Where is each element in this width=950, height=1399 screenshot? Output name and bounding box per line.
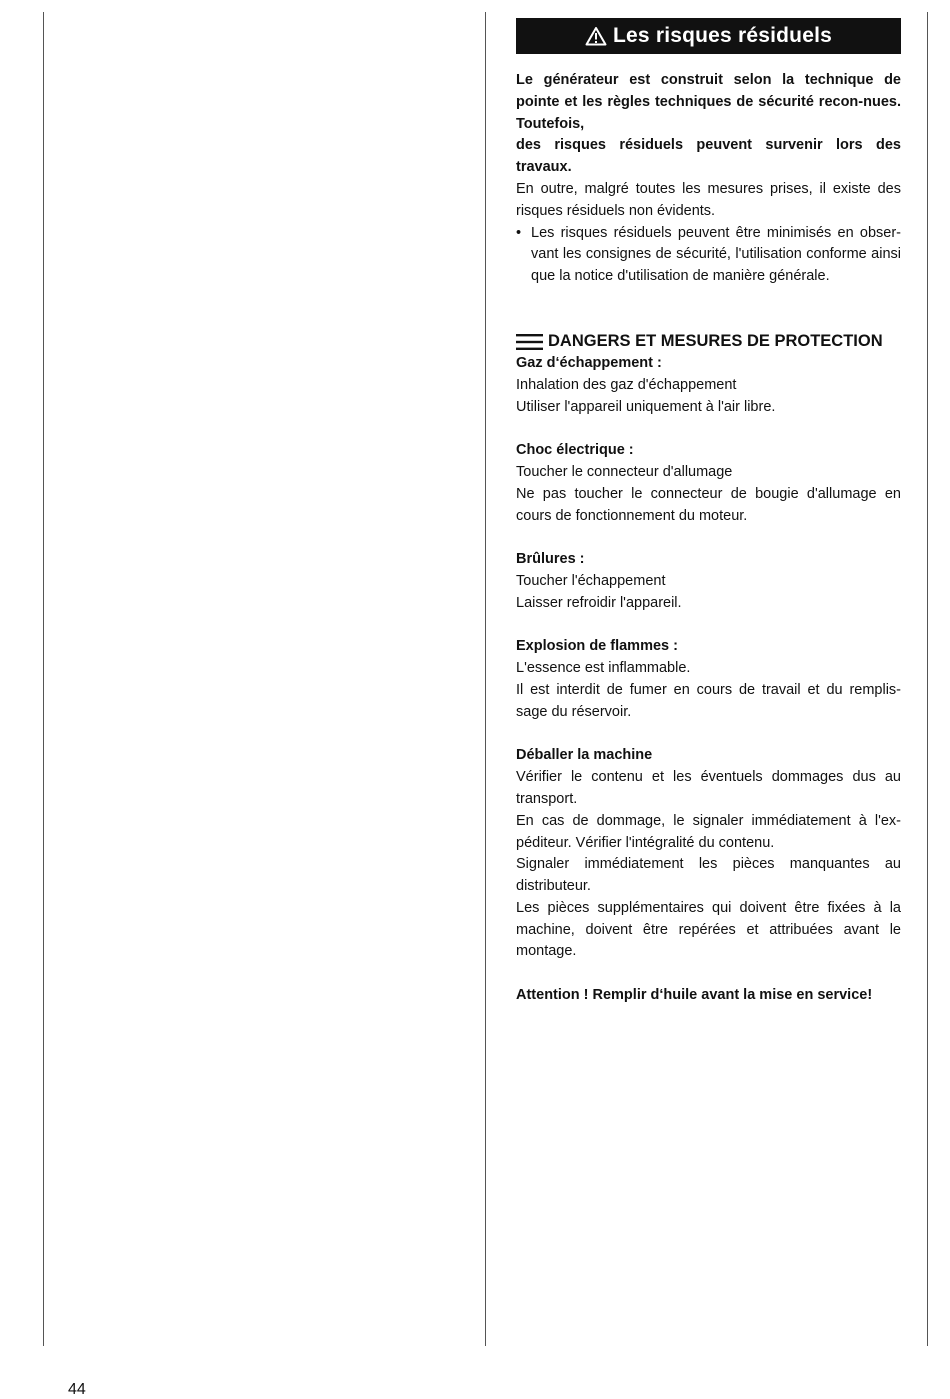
intro-bullet-text: Les risques résiduels peuvent être minimisés en obser-vant les consignes de sécurité, l'utilisation conforme ainsi que la notice d'utilisation de manière générale.: [531, 224, 901, 285]
column-rule-middle: [485, 12, 486, 1346]
page-number: 44: [68, 1381, 86, 1398]
section-line: Utiliser l'appareil uniquement à l'air libre.: [516, 398, 776, 415]
oil-warning: Attention ! Remplir d‘huile avant la mise en service!: [516, 987, 873, 1004]
section-line: Il est interdit de fumer en cours de travail et du remplis-sage du réservoir.: [516, 681, 901, 720]
section-title: Déballer la machine: [516, 747, 653, 764]
section-line: Toucher l'échappement: [516, 572, 666, 589]
section-electric-shock: [516, 440, 901, 527]
residual-risks-banner: [516, 18, 901, 54]
dangers-heading: [516, 331, 901, 353]
intro-block: [516, 70, 901, 288]
section-line: Vérifier le contenu et les éventuels dommages dus au transport.: [516, 769, 901, 807]
spacer: [516, 724, 901, 746]
intro-bullet: [516, 223, 901, 288]
section-line: En cas de dommage, le signaler immédiatement à l'ex-péditeur. Vérifier l'intégralité du contenu.: [516, 812, 901, 851]
section-line: Laisser refroidir l'appareil.: [516, 594, 682, 611]
spacer: [516, 527, 901, 549]
section-line: Les pièces supplémentaires qui doivent être fixées à la machine, doivent être repérées et attribuées avant le montage.: [516, 899, 901, 960]
dangers-heading-text: DANGERS ET MESURES DE PROTECTION: [548, 332, 883, 351]
section-line: L'essence est inflammable.: [516, 660, 691, 677]
section-line: Toucher le connecteur d'allumage: [516, 463, 733, 480]
section-explosion: [516, 636, 901, 723]
intro-bold-1: Le générateur est construit selon la technique de pointe et les règles techniques de sécurité recon-nues. Toutefois,: [516, 72, 901, 132]
intro-bold-2: des risques résiduels peuvent survenir lors des travaux.: [516, 137, 901, 176]
section-burns: [516, 549, 901, 614]
banner-title: Les risques résiduels: [613, 24, 832, 48]
section-line: Inhalation des gaz d'échappement: [516, 376, 737, 393]
spacer: [516, 963, 901, 985]
menu-lines-icon: [516, 333, 543, 351]
intro-text: En outre, malgré toutes les mesures prises, il existe des risques résiduels non évidents.: [516, 180, 901, 219]
section-exhaust: [516, 353, 901, 418]
section-title: Gaz d‘échappement :: [516, 354, 662, 371]
warning-triangle-icon: [585, 26, 607, 46]
section-line: Signaler immédiatement les pièces manquantes au distributeur.: [516, 856, 901, 895]
column-rule-left: [43, 12, 44, 1346]
section-line: Ne pas toucher le connecteur de bougie d'allumage en cours de fonctionnement du moteur.: [516, 485, 901, 524]
spacer: [516, 615, 901, 637]
section-title: Brûlures :: [516, 551, 585, 568]
section-unpacking: [516, 745, 901, 963]
spacer: [516, 418, 901, 440]
bullet-dot: •: [516, 224, 522, 241]
section-title: Explosion de flammes :: [516, 638, 678, 655]
section-title: Choc électrique :: [516, 442, 634, 459]
column-rule-right: [927, 12, 928, 1346]
right-column: [516, 18, 901, 1007]
